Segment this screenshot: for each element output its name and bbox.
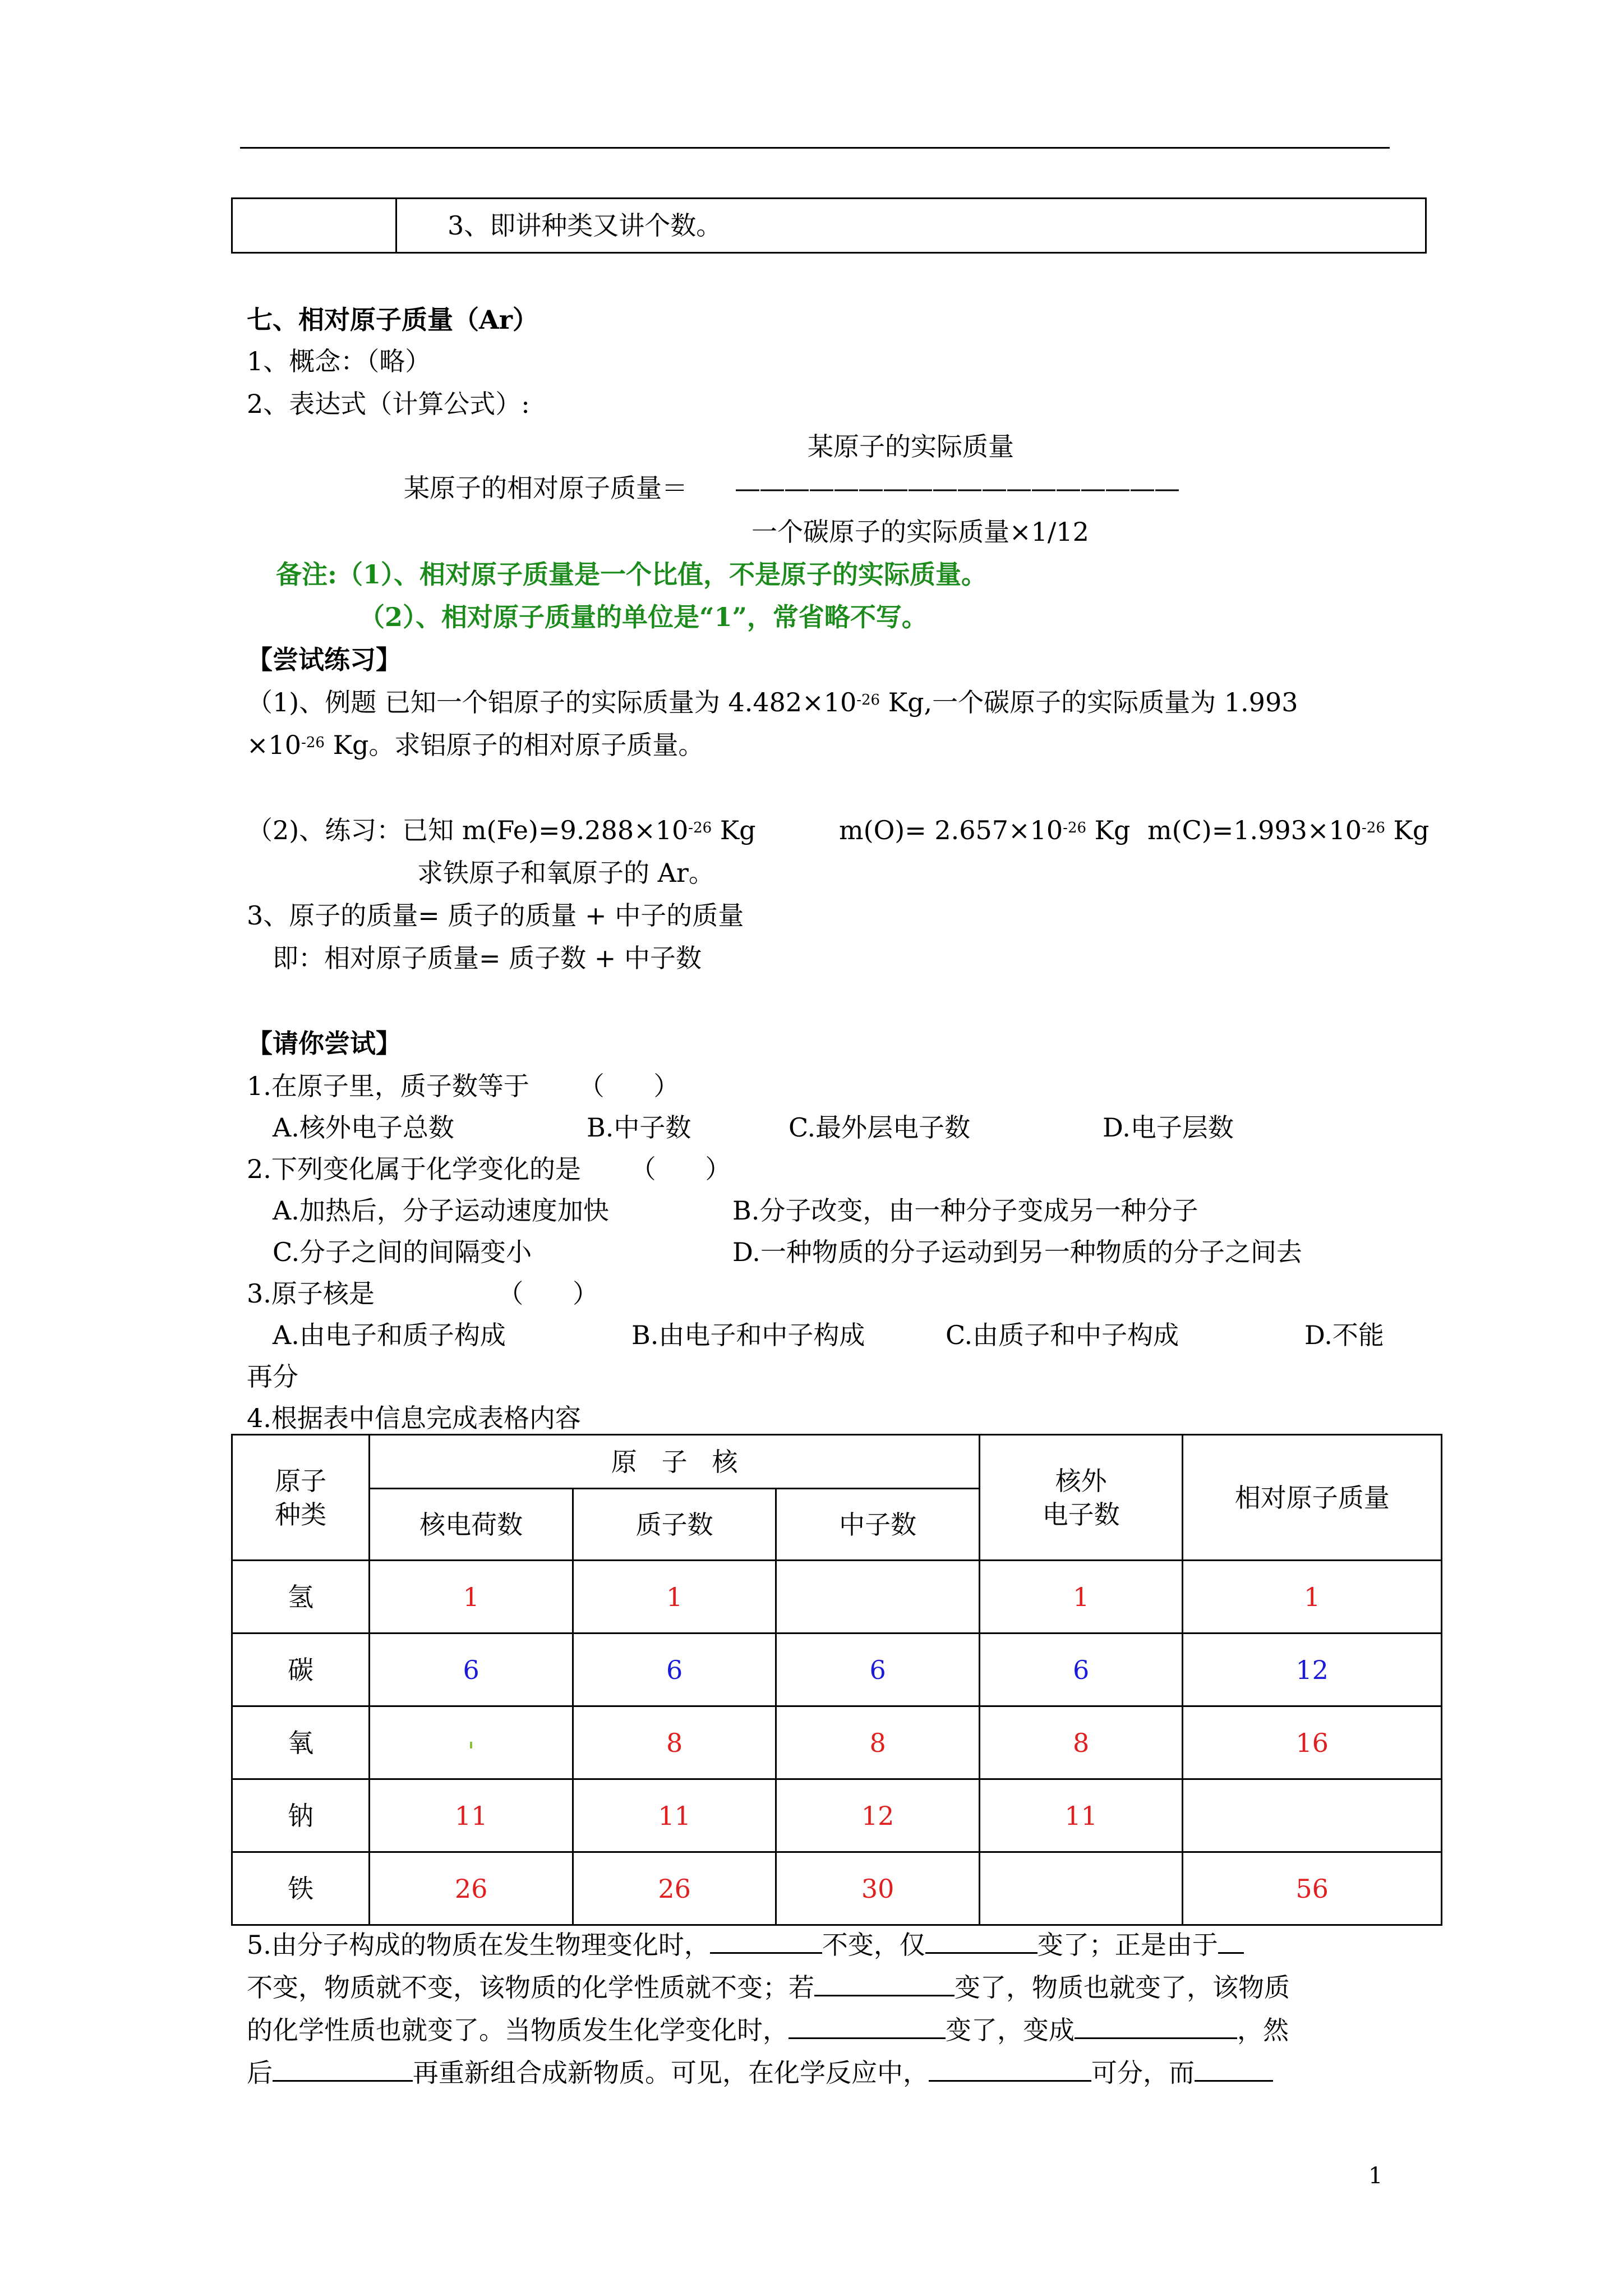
answer-blank[interactable] [1218, 1925, 1244, 1954]
exercise-2-c [1147, 813, 1429, 847]
answer-blank[interactable] [814, 1968, 955, 1996]
q1-option-a: A.核外电子总数 [273, 1112, 454, 1143]
q5-text: 变了，物质也就变了，该物质 [955, 1972, 1290, 2003]
exercise-2-line2: 求铁原子和氧原子的 Ar。 [417, 858, 714, 888]
header-nuclear-charge: 核电荷数 [370, 1489, 573, 1561]
section7-item3: 3、原子的质量= 质子的质量 + 中子的质量 [247, 900, 744, 931]
cell-electron: 6 [979, 1634, 1182, 1706]
exercise-2-line1 [247, 813, 756, 847]
practice-title: 【尝试练习】 [247, 645, 402, 675]
cell-proton: 8 [573, 1706, 776, 1779]
question-5-line4 [247, 2053, 1273, 2090]
q1-option-c: C.最外层电子数 [789, 1112, 971, 1143]
row-name: 铁 [232, 1852, 370, 1925]
q5-text: 5.由分子构成的物质在发生物理变化时， [247, 1930, 710, 1960]
example-1-text-c: ×10 [247, 730, 302, 760]
row-name: 碳 [232, 1634, 370, 1706]
table-row [232, 1561, 1442, 1634]
row-name: 氧 [232, 1706, 370, 1779]
cell-proton: 11 [573, 1779, 776, 1852]
q5-text: 再重新组合成新物质。可见，在化学反应中， [413, 2058, 929, 2088]
q3-option-c: C.由质子和中子构成 [946, 1320, 1179, 1350]
cell-charge: 6 [370, 1634, 573, 1706]
formula-bar: —————————————————— [735, 473, 1179, 503]
answer-blank[interactable] [273, 2053, 413, 2082]
answer-blank[interactable] [710, 1925, 822, 1954]
top-table [231, 197, 1427, 254]
example-1-text-a: （1)、例题 已知一个铝原子的实际质量为 4.482×10 [247, 687, 857, 717]
q3-option-d: D.不能 [1304, 1320, 1384, 1350]
exercise-2-c-unit: Kg [1385, 815, 1430, 845]
stray-mark [470, 1742, 472, 1749]
question-2: 2.下列变化属于化学变化的是 （ ） [247, 1154, 731, 1184]
answer-blank[interactable] [789, 2010, 946, 2039]
section7-item3-b: 即：相对原子质量= 质子数 + 中子数 [273, 943, 702, 973]
table-row [232, 1852, 1442, 1925]
formula-denominator: 一个碳原子的实际质量×1/12 [751, 517, 1089, 547]
q3-option-b: B.由电子和中子构成 [631, 1320, 865, 1350]
header-neutrons: 中子数 [776, 1489, 980, 1561]
cell-proton: 1 [573, 1561, 776, 1634]
top-table-right-cell: 3、即讲种类又讲个数。 [396, 199, 1426, 253]
question-4: 4.根据表中信息完成表格内容 [247, 1403, 581, 1433]
answer-blank[interactable] [925, 1925, 1038, 1954]
question-3: 3.原子核是 （ ） [247, 1278, 598, 1309]
cell-mass: 56 [1183, 1852, 1442, 1925]
exercise-2-fe: （2)、练习：已知 m(Fe)=9.288×10 [247, 815, 689, 845]
cell-electron: 8 [979, 1706, 1182, 1779]
exercise-2-c-text: m(C)=1.993×10 [1147, 815, 1362, 845]
row-name: 氢 [232, 1561, 370, 1634]
q5-text: ，然 [1237, 2015, 1289, 2045]
q5-text: 的化学性质也就变了。当物质发生化学变化时， [247, 2015, 789, 2045]
example-1-text-b: Kg,一个碳原子的实际质量为 1.993 [880, 687, 1298, 717]
q1-option-b: B.中子数 [587, 1112, 691, 1143]
exponent: -26 [1063, 820, 1087, 836]
exercise-2-fe-unit: Kg [712, 815, 756, 845]
header-rule [240, 147, 1390, 149]
cell-neutron: 30 [776, 1852, 980, 1925]
q2-option-b: B.分子改变，由一种分子变成另一种分子 [732, 1195, 1198, 1226]
table-row [232, 1706, 1442, 1779]
cell-charge: 1 [370, 1561, 573, 1634]
q2-option-d: D.一种物质的分子运动到另一种物质的分子之间去 [732, 1237, 1302, 1267]
cell-proton: 26 [573, 1852, 776, 1925]
header-atom-kind: 原子 种类 [232, 1435, 370, 1561]
cell-mass: 1 [1183, 1561, 1442, 1634]
exponent: -26 [301, 734, 325, 751]
exponent: -26 [1362, 820, 1385, 836]
top-table-left-cell [232, 199, 396, 253]
formula-left: 某原子的相对原子质量＝ [404, 473, 688, 503]
q5-text: 不变，仅 [822, 1930, 925, 1960]
cell-charge: 11 [370, 1779, 573, 1852]
cell-mass: 12 [1183, 1634, 1442, 1706]
header-relative-mass: 相对原子质量 [1183, 1435, 1442, 1561]
question-5-line1 [247, 1925, 1244, 1962]
cell-charge: 26 [370, 1852, 573, 1925]
formula-numerator: 某原子的实际质量 [808, 431, 1014, 462]
answer-blank[interactable] [1195, 2053, 1273, 2082]
section7-item2: 2、表达式（计算公式）: [247, 389, 530, 419]
cell-mass [1183, 1779, 1442, 1852]
section7-item1: 1、概念：（略） [247, 346, 431, 376]
header-protons: 质子数 [573, 1489, 776, 1561]
q5-text: 变了，变成 [946, 2015, 1075, 2045]
answer-blank[interactable] [1075, 2010, 1237, 2039]
atom-table [231, 1434, 1442, 1926]
table-row [232, 1779, 1442, 1852]
quiz-title: 【请你尝试】 [247, 1028, 402, 1059]
cell-neutron [776, 1561, 980, 1634]
cell-neutron: 12 [776, 1779, 980, 1852]
q5-text: 变了；正是由于 [1037, 1930, 1218, 1960]
page-number: 1 [1368, 2163, 1383, 2189]
q3-option-d-wrap: 再分 [247, 1361, 298, 1392]
cell-mass: 16 [1183, 1706, 1442, 1779]
example-1-line2 [247, 728, 704, 762]
table-row [232, 1634, 1442, 1706]
exponent: -26 [688, 820, 712, 836]
cell-neutron: 8 [776, 1706, 980, 1779]
q2-option-a: A.加热后，分子运动速度加快 [273, 1195, 609, 1226]
example-1-text-d: Kg。求铝原子的相对原子质量。 [324, 730, 704, 760]
cell-electron: 1 [979, 1561, 1182, 1634]
q5-text: 可分，而 [1091, 2058, 1195, 2088]
question-5-line3 [247, 2010, 1289, 2047]
exercise-2-o [839, 813, 1130, 847]
cell-electron [979, 1852, 1182, 1925]
exercise-2-o-text: m(O)= 2.657×10 [839, 815, 1063, 845]
header-electrons: 核外 电子数 [979, 1435, 1182, 1561]
answer-blank[interactable] [929, 2053, 1091, 2082]
cell-neutron: 6 [776, 1634, 980, 1706]
cell-proton: 6 [573, 1634, 776, 1706]
q2-option-c: C.分子之间的间隔变小 [273, 1237, 532, 1267]
note-2: （2）、相对原子质量的单位是“1”，常省略不写。 [359, 602, 928, 632]
note-1: 备注:（1）、相对原子质量是一个比值，不是原子的实际质量。 [276, 559, 987, 590]
example-1-line1 [247, 685, 1298, 719]
section7-title: 七、相对原子质量（Ar） [247, 305, 538, 335]
question-1: 1.在原子里，质子数等于 （ ） [247, 1071, 680, 1101]
question-5-line2 [247, 1968, 1290, 2004]
cell-charge [370, 1706, 573, 1779]
q3-option-a: A.由电子和质子构成 [273, 1320, 506, 1350]
q1-option-d: D.电子层数 [1103, 1112, 1234, 1143]
header-nucleus: 原 子 核 [370, 1435, 980, 1489]
exponent: -26 [856, 692, 880, 708]
cell-electron: 11 [979, 1779, 1182, 1852]
q5-text: 不变，物质就不变，该物质的化学性质就不变；若 [247, 1972, 814, 2003]
row-name: 钠 [232, 1779, 370, 1852]
q5-text: 后 [247, 2058, 273, 2088]
exercise-2-o-unit: Kg [1086, 815, 1131, 845]
